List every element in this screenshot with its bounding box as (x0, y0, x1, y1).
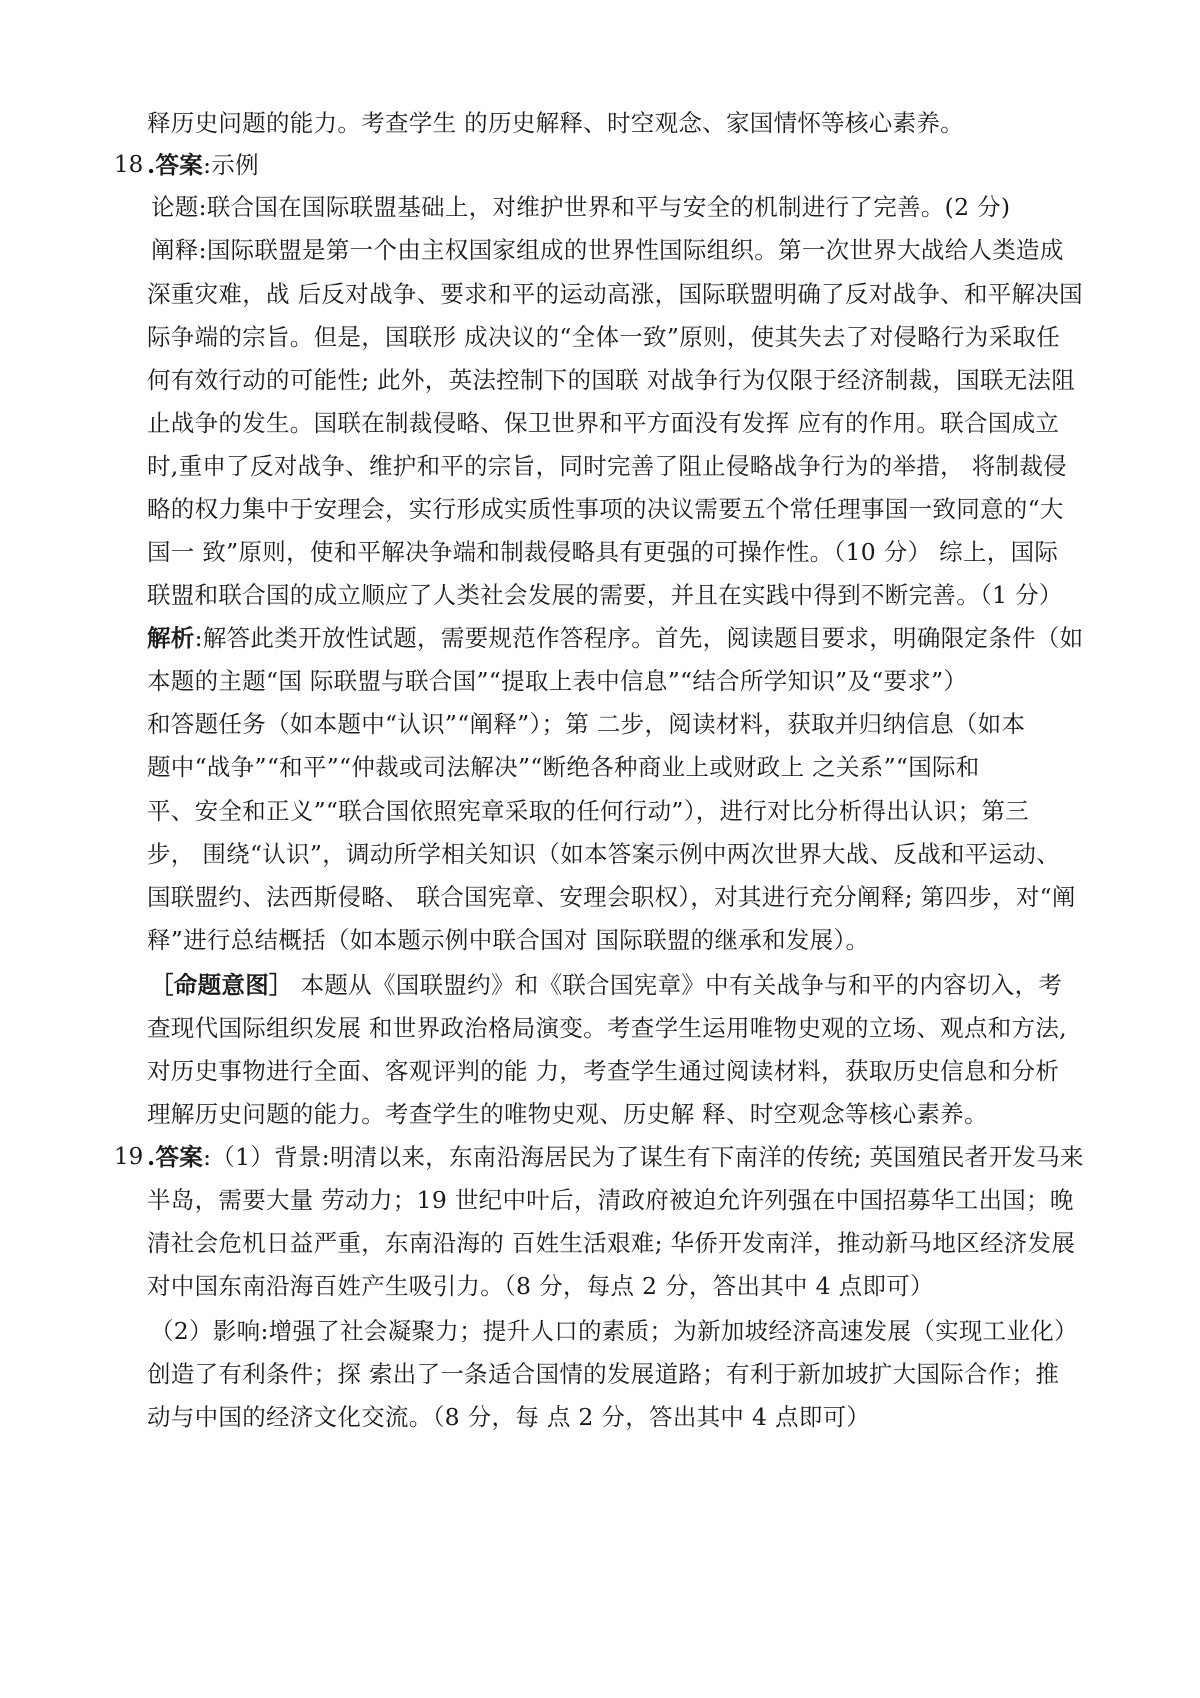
text-line: 阐释:国际联盟是第一个由主权国家组成的世界性国际组织。第一次世界大战给人类造成 (151, 236, 1064, 264)
text-line: 动与中国的经济文化交流。（8 分，每 点 2 分，答出其中 4 点即可） (147, 1403, 871, 1431)
text-line: 略的权力集中于安理会，实行形成实质性事项的决议需要五个常任理事国一致同意的“大 (147, 495, 1064, 523)
text-line: 对历史事物进行全面、客观评判的能 力，考查学生通过阅读材料，获取历史信息和分析 (147, 1057, 1060, 1085)
text-line: 联盟和联合国的成立顺应了人类社会发展的需要，并且在实践中得到不断完善。（1 分） (147, 581, 1063, 609)
text-line: 查现代国际组织发展 和世界政治格局演变。考查学生运用唯物史观的立场、观点和方法, (147, 1014, 1067, 1042)
text-line: 理解历史问题的能力。考查学生的唯物史观、历史解 释、时空观念等核心素养。 (147, 1100, 988, 1128)
question-number-19: 19 (114, 1144, 144, 1170)
text-line: 止战争的发生。国联在制裁侵略、保卫世界和平方面没有发挥 应有的作用。联合国成立 (147, 409, 1060, 437)
text-line: 深重灾难，战 后反对战争、要求和平的运动高涨，国际联盟明确了反对战争、和平解决国 (147, 280, 1083, 308)
text-line: 创造了有利条件；探 索出了一条适合国情的发展道路；有利于新加坡扩大国际合作；推 (147, 1360, 1060, 1388)
text-line: 和答题任务（如本题中“认识”“阐释”）；第 二步，阅读材料，获取并归纳信息（如本 (147, 710, 1026, 738)
intent-text: 本题从《国联盟约》和《联合国宪章》中有关战争与和平的内容切入，考 (292, 971, 1063, 999)
text-line: （2）影响:增强了社会凝聚力；提升人口的素质；为新加坡经济高速发展（实现工业化） (150, 1317, 1078, 1345)
analysis-text: :解答此类开放性试题，需要规范作答程序。首先，阅读题目要求，明确限定条件（如 (194, 624, 1084, 652)
answer-label: .答案 (147, 1143, 204, 1171)
text-line: 清社会危机日益严重，东南沿海的 百姓生活艰难; 华侨开发南洋，推动新马地区经济发展 (147, 1229, 1076, 1257)
text-line: 释历史问题的能力。考查学生 的历史解释、时空观念、家国情怀等核心素养。 (147, 109, 964, 137)
text-line: 论题:联合国在国际联盟基础上，对维护世界和平与安全的机制进行了完善。(2 分) (151, 193, 1011, 221)
text-line: 平、安全和正义”“联合国依照宪章采取的任何行动”），进行对比分析得出认识；第三 (147, 797, 1029, 825)
answer-label: .答案 (147, 151, 204, 179)
text-line: 国一 致”原则，使和平解决争端和制裁侵略具有更强的可操作性。（10 分） 综上，国际 (147, 538, 1059, 566)
answer-text: :（1）背景:明清以来，东南沿海居民为了谋生有下南洋的传统; 英国殖民者开发马来 (203, 1143, 1084, 1171)
text-line: 题中“战争”“和平”“仲裁或司法解决”“断绝各种商业上或财政上 之关系”“国际和 (147, 753, 980, 781)
text-line: 际争端的宗旨。但是，国联形 成决议的“全体一致”原则，使其失去了对侵略行为采取任 (147, 323, 1060, 351)
intent-label: ［命题意图］ (150, 971, 293, 999)
intent-line (150, 969, 1062, 1001)
question-number-18: 18 (114, 152, 144, 178)
text-line: 国联盟约、法西斯侵略、 联合国宪章、安理会职权），对其进行充分阐释; 第四步，对“阐 (147, 883, 1076, 911)
text-line: 何有效行动的可能性; 此外，英法控制下的国联 对战争行为仅限于经济制裁，国联无法阻 (147, 366, 1076, 394)
text-line: 半岛，需要大量 劳动力；19 世纪中叶后，清政府被迫允许列强在中国招募华工出国；晚 (147, 1186, 1074, 1214)
text-line: 步， 围绕“认识”，调动所学相关知识（如本答案示例中两次世界大战、反战和平运动、 (147, 840, 1060, 868)
question-19-answer-line (147, 1141, 1084, 1173)
analysis-label: 解析 (147, 624, 195, 652)
analysis-line (147, 622, 1083, 654)
text-line: 时,重申了反对战争、维护和平的宗旨，同时完善了阻止侵略战争行为的举措， 将制裁侵 (147, 452, 1067, 480)
question-18-answer-heading (147, 149, 259, 181)
text-line: 对中国东南沿海百姓产生吸引力。（8 分，每点 2 分，答出其中 4 点即可） (147, 1272, 934, 1300)
answer-example-text: :示例 (203, 151, 259, 179)
text-line: 释”进行总结概括（如本题示例中联合国对 国际联盟的继承和发展）。 (147, 926, 870, 954)
text-line: 本题的主题“国 际联盟与联合国”“提取上表中信息”“结合所学知识”及“要求”） (147, 667, 968, 695)
